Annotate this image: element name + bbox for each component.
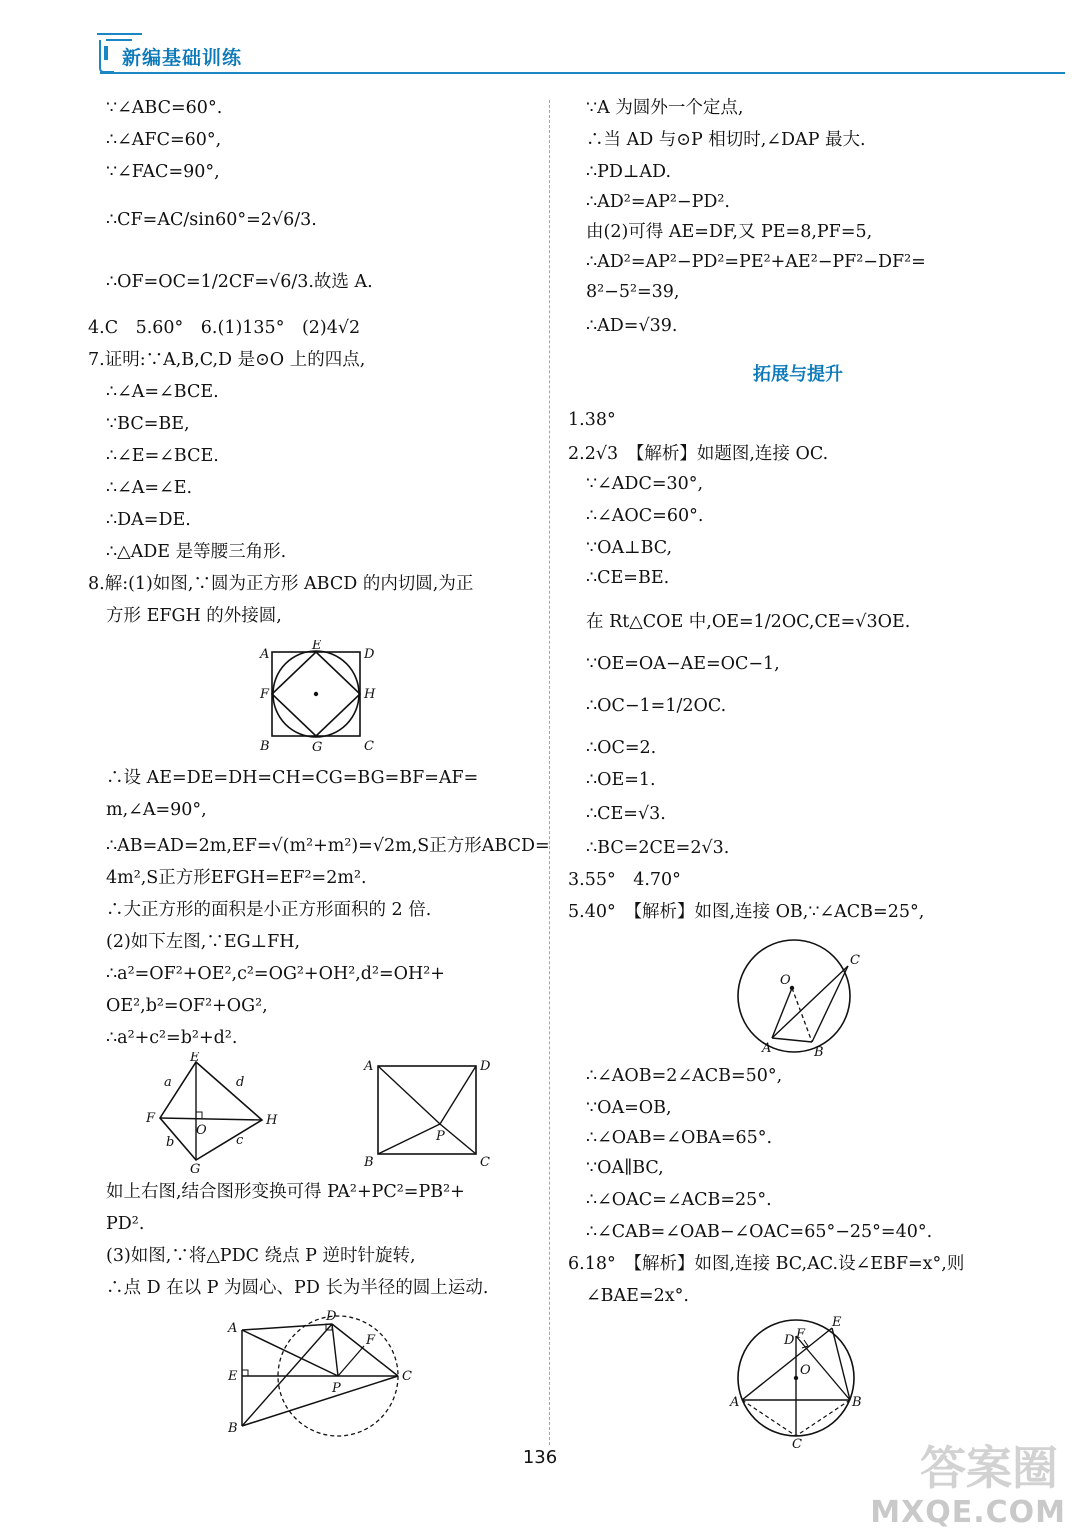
text-line: 由(2)可得 AE=DF,又 PE=8,PF=5,	[586, 222, 873, 242]
column-divider	[549, 100, 550, 1445]
fig-label: C	[480, 1155, 490, 1170]
header-rule	[100, 72, 1065, 74]
text-line: 8.解:(1)如图,∵圆为正方形 ABCD 的内切圆,为正	[88, 574, 474, 594]
fig-label: B	[814, 1045, 824, 1060]
text-line: ∴AD²=AP²−PD²=PE²+AE²−PF²−DF²=	[586, 252, 926, 272]
fig-label: C	[792, 1437, 802, 1448]
text-line: ∴a²+c²=b²+d².	[106, 1028, 238, 1048]
text-line: (2)如下左图,∵EG⊥FH,	[106, 932, 301, 952]
text-line: 2.2√3 【解析】如题图,连接 OC.	[568, 444, 829, 464]
text-line: ∴PD⊥AD.	[586, 162, 672, 182]
text-line: ∴OC−1=1/2OC.	[586, 696, 727, 716]
section-title: 拓展与提升	[753, 364, 843, 385]
fig-label: O	[780, 973, 791, 988]
header-title: 新编基础训练	[122, 47, 243, 69]
text-line: 如上右图,结合图形变换可得 PA²+PC²=PB²+	[106, 1182, 465, 1202]
fig-label: A	[228, 1321, 238, 1336]
fig-label: P	[436, 1129, 445, 1144]
fig-label: D	[480, 1059, 491, 1074]
text-line: ∴∠OAC=∠ACB=25°.	[586, 1190, 772, 1210]
text-line: ∵OE=OA−AE=OC−1,	[586, 654, 780, 674]
page-number: 136	[522, 1447, 558, 1468]
text-line: ∵∠ADC=30°,	[586, 474, 704, 494]
fig-label: E	[832, 1315, 842, 1330]
fig-label: c	[236, 1133, 244, 1148]
text-line: ∴∠A=∠E.	[106, 478, 193, 498]
text-line: ∵BC=BE,	[106, 414, 190, 434]
text-line: ∴△ADE 是等腰三角形.	[106, 542, 287, 562]
fig-label: C	[402, 1369, 412, 1384]
text-line: ∴BC=2CE=2√3.	[586, 838, 730, 858]
fig-label: A	[260, 647, 270, 662]
text-line: 在 Rt△COE 中,OE=1/2OC,CE=√3OE.	[586, 612, 911, 632]
fig-label: H	[364, 687, 376, 702]
text-line: ∴a²=OF²+OE²,c²=OG²+OH²,d²=OH²+	[106, 964, 445, 984]
fig-label: B	[260, 739, 270, 752]
figure-kite-efgh	[140, 1052, 290, 1177]
fig-label: D	[364, 647, 375, 662]
fig-label: A	[364, 1059, 374, 1074]
text-line: ∴AD²=AP²−PD².	[586, 192, 730, 212]
text-line: ∴∠AFC=60°,	[106, 130, 222, 150]
text-line: ∴∠A=∠BCE.	[106, 382, 219, 402]
text-line: ∴大正方形的面积是小正方形面积的 2 倍.	[106, 900, 432, 920]
text-line: OE²,b²=OF²+OG²,	[106, 996, 268, 1016]
fig-label: F	[260, 687, 270, 702]
text-line: 方形 EFGH 的外接圆,	[106, 606, 282, 626]
fig-label: F	[146, 1111, 156, 1126]
fig-label: D	[784, 1333, 795, 1348]
watermark	[870, 1441, 1066, 1530]
text-line: ∵OA⊥BC,	[586, 538, 673, 558]
fig-label: H	[266, 1113, 278, 1128]
text-line: ∴∠E=∠BCE.	[106, 446, 219, 466]
figure-rectangle-p	[356, 1052, 506, 1170]
fig-label: C	[364, 739, 374, 752]
text-line: ∴∠CAB=∠OAB−∠OAC=65°−25°=40°.	[586, 1222, 933, 1242]
fig-label: B	[364, 1155, 374, 1170]
text-line: 1.38°	[568, 410, 616, 430]
text-line: (3)如图,∵将△PDC 绕点 P 逆时针旋转,	[106, 1246, 416, 1266]
text-line: ∴OC=2.	[586, 738, 657, 758]
text-line: ∴AB=AD=2m,EF=√(m²+m²)=√2m,S正方形ABCD=	[106, 836, 550, 856]
fig-label: D	[326, 1309, 337, 1324]
text-line: ∴∠AOB=2∠ACB=50°,	[586, 1066, 783, 1086]
text-line: 6.18° 【解析】如图,连接 BC,AC.设∠EBF=x°,则	[568, 1254, 965, 1274]
watermark-logo-text: 答案圈	[920, 1441, 1058, 1495]
text-line: ∴OF=OC=1/2CF=√6/3.故选 A.	[106, 272, 373, 292]
text-line: 4.C 5.60° 6.(1)135° (2)4√2	[88, 318, 361, 338]
figure-circle-o-acb	[730, 938, 870, 1060]
text-line: ∴CE=BE.	[586, 568, 670, 588]
page-header	[0, 0, 1080, 80]
text-line: ∴∠AOC=60°.	[586, 506, 704, 526]
text-line: ∴CF=AC/sin60°=2√6/3.	[106, 210, 317, 230]
fig-label: A	[762, 1041, 772, 1056]
text-line: ∴设 AE=DE=DH=CH=CG=BG=BF=AF=	[106, 768, 479, 788]
fig-label: O	[800, 1363, 811, 1378]
text-line: ∵∠ABC=60°.	[106, 98, 223, 118]
fig-label: O	[196, 1123, 207, 1138]
fig-label: E	[312, 640, 322, 653]
fig-label: G	[312, 740, 323, 752]
fig-label: F	[796, 1327, 806, 1342]
fig-label: G	[190, 1162, 201, 1177]
text-line: ∴CE=√3.	[586, 804, 666, 824]
fig-label: P	[332, 1381, 341, 1396]
fig-label: B	[228, 1421, 238, 1436]
text-line: ∴点 D 在以 P 为圆心、PD 长为半径的圆上运动.	[106, 1278, 489, 1298]
text-line: 3.55° 4.70°	[568, 870, 681, 890]
figure-square-circle	[256, 640, 386, 752]
text-line: ∴∠OAB=∠OBA=65°.	[586, 1128, 773, 1148]
text-line: ∴AD=√39.	[586, 316, 678, 336]
fig-label: d	[236, 1075, 245, 1090]
fig-label: E	[228, 1369, 238, 1384]
fig-label: F	[366, 1333, 376, 1348]
text-line: ∵A 为圆外一个定点,	[586, 98, 744, 118]
figure-rotation-circle	[220, 1304, 420, 1444]
text-line: PD².	[106, 1214, 145, 1234]
text-line: ∠BAE=2x°.	[586, 1286, 689, 1306]
fig-label: b	[166, 1135, 175, 1150]
fig-label: B	[852, 1395, 862, 1410]
text-line: ∵OA=OB,	[586, 1098, 672, 1118]
text-line: 5.40° 【解析】如图,连接 OB,∵∠ACB=25°,	[568, 902, 925, 922]
watermark-url: MXQE.COM	[870, 1495, 1066, 1530]
text-line: 7.证明:∵A,B,C,D 是⊙O 上的四点,	[88, 350, 366, 370]
text-line: ∵∠FAC=90°,	[106, 162, 220, 182]
text-line: ∴DA=DE.	[106, 510, 191, 530]
fig-label: C	[850, 953, 860, 968]
text-line: 8²−5²=39,	[586, 282, 680, 302]
text-line: ∵OA∥BC,	[586, 1158, 664, 1178]
fig-label: E	[190, 1052, 200, 1065]
fig-label: a	[164, 1075, 172, 1090]
figure-circle-ebf	[728, 1314, 868, 1448]
text-line: ∴当 AD 与⊙P 相切时,∠DAP 最大.	[586, 130, 866, 150]
text-line: ∴OE=1.	[586, 770, 656, 790]
fig-label: A	[730, 1395, 740, 1410]
text-line: 4m²,S正方形EFGH=EF²=2m².	[106, 868, 367, 888]
text-line: m,∠A=90°,	[106, 800, 207, 820]
